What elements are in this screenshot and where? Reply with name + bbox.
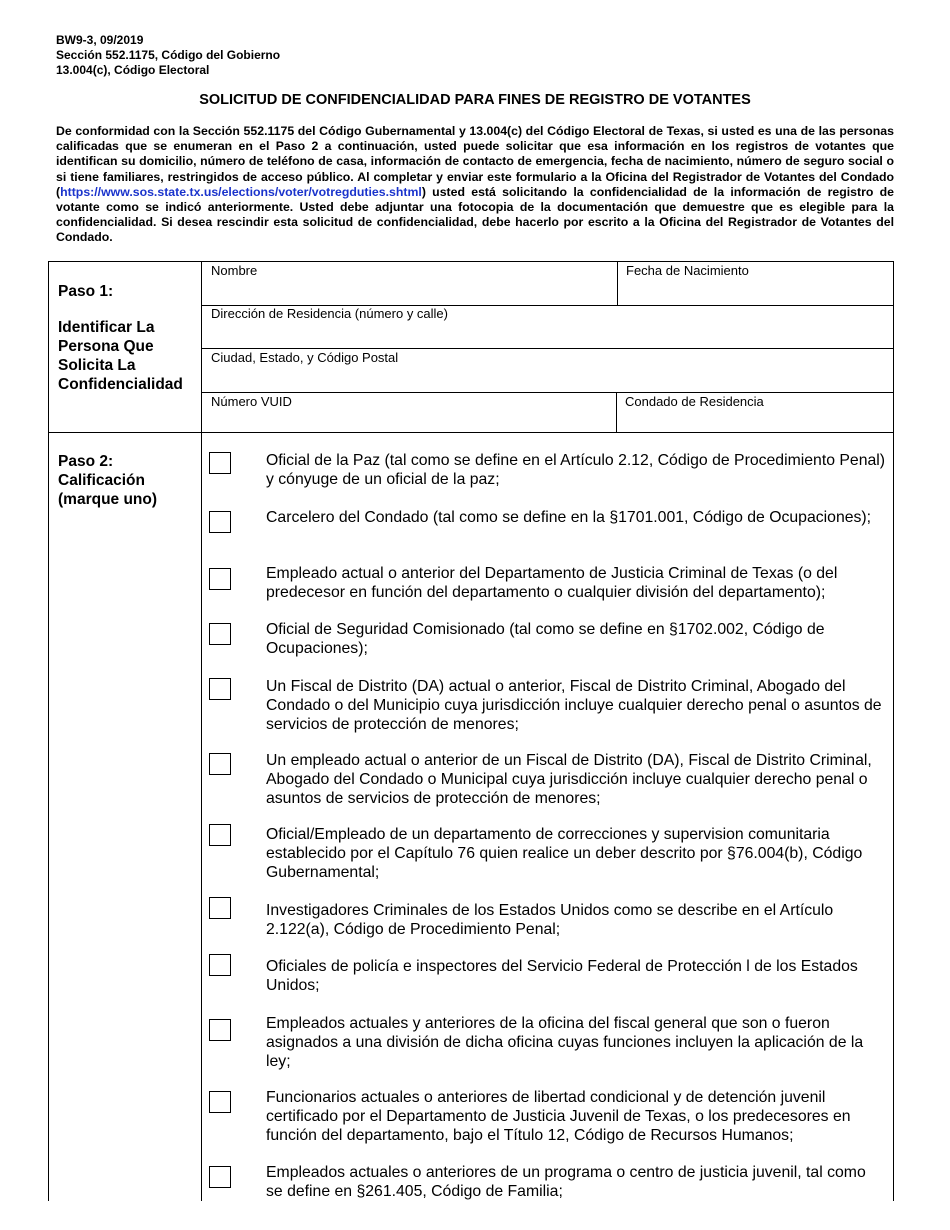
checkbox-tdcj-employee[interactable] — [209, 568, 231, 590]
intro-paragraph — [56, 124, 894, 246]
option-label: Empleados actuales o anteriores de un programa o centro de justicia juvenil, tal como se define en §261.405, Código de Familia; — [266, 1164, 866, 1201]
name-field-label: Nombre — [211, 263, 258, 278]
step-divider — [48, 432, 894, 433]
option-label: Oficiales de policía e inspectores del Servicio Federal de Protección l de los Estados Unidos; — [266, 958, 858, 995]
cell-divider — [617, 261, 618, 305]
option-label: Funcionarios actuales o anteriores de libertad condicional y de detención juvenil certificado por el Departamento de Justicia Juvenil de Texas, o los predecesores en función del departamento, bajo el Título 12, Código de Recursos Humanos; — [266, 1089, 851, 1145]
option-label: Oficial/Empleado de un departamento de correcciones y supervision comunitaria establecido por el Capítulo 76 quien realice un deber descrito por §76.004(b), Código Gubernamental; — [266, 826, 863, 882]
checkbox-da-employee[interactable] — [209, 753, 231, 775]
form-header — [56, 33, 280, 78]
county-field-label: Condado de Residencia — [625, 394, 764, 409]
checkbox-attorney-general-employee[interactable] — [209, 1019, 231, 1041]
step2-label: Paso 2: — [58, 453, 114, 470]
intro-text-before: De conformidad con la Sección 552.1175 del Código Gubernamental y 13.004(c) del Código Electoral de Texas, si usted es una de las personas calificadas que se enumeran en el Paso 2 a continuación, usted puede solicitar que esa información en los registros de votantes que identifican su domicilio, número de teléfono de casa, información de contacto de emergencia, fecha de nacimiento, número de seguro social o si tiene familiares, restringidos de acceso público. Al completar y enviar este formulario a la Oficina del Registrador de Votantes del Condado ( — [56, 124, 894, 199]
dob-field-label: Fecha de Nacimiento — [626, 263, 749, 278]
vuid-field-label: Número VUID — [211, 394, 292, 409]
row-divider — [201, 348, 894, 349]
option-label: Oficial de Seguridad Comisionado (tal como se define en §1702.002, Código de Ocupaciones); — [266, 621, 825, 658]
checkbox-district-attorney[interactable] — [209, 678, 231, 700]
checkbox-county-jailer[interactable] — [209, 511, 231, 533]
option-label: Oficial de la Paz (tal como se define en el Artículo 2.12, Código de Procedimiento Penal) y cónyuge de un oficial de la paz; — [266, 452, 886, 489]
option-label: Un empleado actual o anterior de un Fiscal de Distrito (DA), Fiscal de Distrito Criminal, Abogado del Condado o Municipal cuya jurisdicción incluye cualquier derecho penal o asuntos de servicios de protección de menores; — [266, 752, 872, 808]
form-id: BW9-3, 09/2019 — [56, 33, 144, 47]
cell-divider — [616, 392, 617, 432]
registrar-link[interactable]: https://www.sos.state.tx.us/elections/voter/votregduties.shtml — [60, 184, 422, 199]
form-title: SOLICITUD DE CONFIDENCIALIDAD PARA FINES DE REGISTRO DE VOTANTES — [199, 92, 751, 108]
row-divider — [201, 392, 894, 393]
option-label: Carcelero del Condado (tal como se define en la §1701.001, Código de Ocupaciones); — [266, 509, 872, 526]
checkbox-cscd-officer[interactable] — [209, 824, 231, 846]
checkbox-juvenile-justice-employee[interactable] — [209, 1166, 231, 1188]
checkbox-us-criminal-investigator[interactable] — [209, 897, 231, 919]
checkbox-peace-officer[interactable] — [209, 452, 231, 474]
step2-description: Calificación — [58, 472, 145, 489]
option-label: Investigadores Criminales de los Estados Unidos como se describe en el Artículo 2.122(a), Código de Procedimiento Penal; — [266, 902, 834, 939]
option-label: Un Fiscal de Distrito (DA) actual o anterior, Fiscal de Distrito Criminal, Abogado del Condado o del Municipio cuya jurisdicción incluye cualquier derecho penal o asuntos de servicios de protección de menores; — [266, 678, 882, 734]
checkbox-federal-protective-service[interactable] — [209, 954, 231, 976]
option-label: Empleados actuales y anteriores de la oficina del fiscal general que son o fueron asignados a una división de dicha oficina cuyas funciones incluyen la aplicación de la ley; — [266, 1015, 864, 1071]
checkbox-juvenile-probation-officer[interactable] — [209, 1091, 231, 1113]
intro-text-after: ) usted está solicitando la confidencialidad de la información de registro de votante como se indicó anteriormente. Usted debe adjuntar una fotocopia de la documentación que demuestre que es elegible para la confidencialidad. Si desea rescindir esta solicitud de confidencialidad, debe hacerlo por escrito a la Oficina del Registrador de Votantes del Condado. — [56, 184, 894, 245]
address-field-label: Dirección de Residencia (número y calle) — [211, 306, 448, 321]
step2-instruction: (marque uno) — [58, 491, 158, 508]
option-label: Empleado actual o anterior del Departamento de Justicia Criminal de Texas (o del predecesor en función del departamento o cualquier división del departamento); — [266, 565, 838, 602]
step1-label: Paso 1: — [58, 283, 114, 300]
checkbox-security-officer[interactable] — [209, 623, 231, 645]
column-divider — [201, 261, 202, 1201]
legal-reference-1: Sección 552.1175, Código del Gobierno — [56, 48, 281, 62]
step1-description: Identificar La Persona Que Solicita La Confidencialidad — [58, 319, 183, 393]
city-field-label: Ciudad, Estado, y Código Postal — [211, 350, 399, 365]
legal-reference-2: 13.004(c), Código Electoral — [56, 63, 210, 77]
